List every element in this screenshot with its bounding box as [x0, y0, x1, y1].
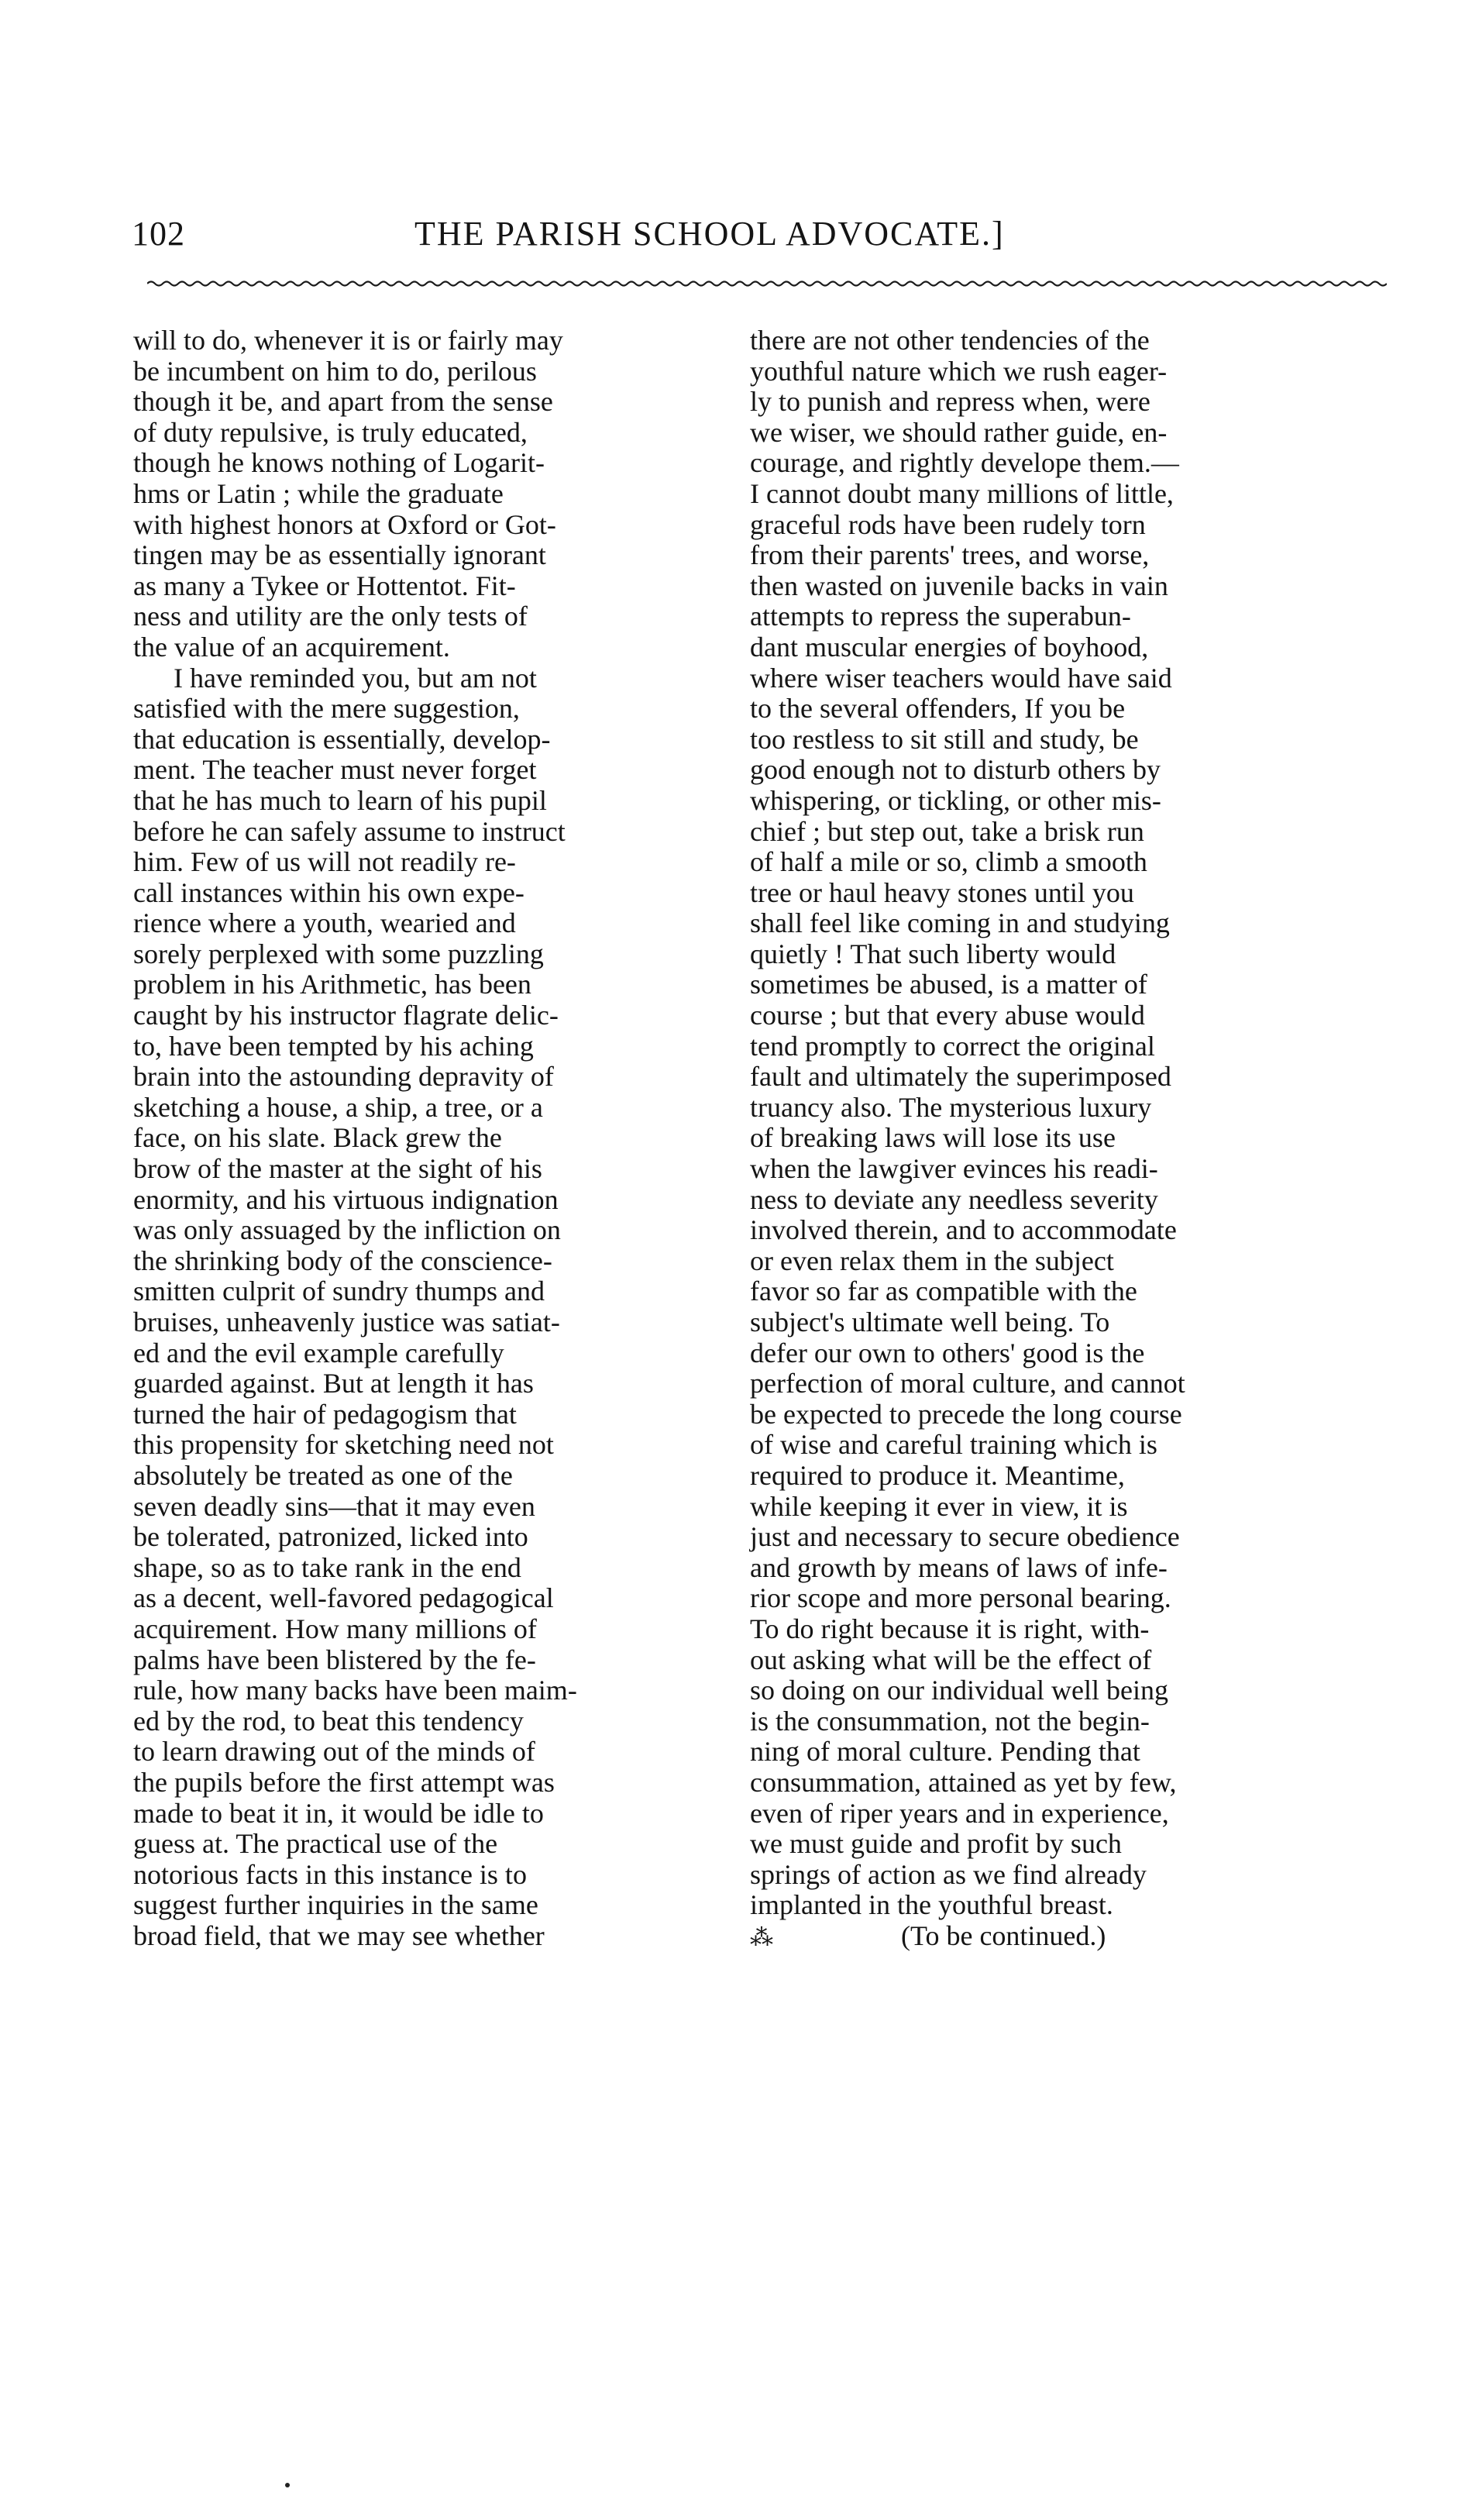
page-number: 102 — [132, 215, 185, 253]
running-title: THE PARISH SCHOOL ADVOCATE.] — [414, 215, 1005, 253]
paragraph: I have reminded you, but am not satisfied with the mere suggestion, that education is essentially, develop- ment. The teacher must never forget that he has much to learn of his pupil before he can safely assume to instruct him. Few of us will not readily re- call instances within his own expe- rience where a youth, wearied and sorely perplexed with some puzzling problem in his Arithmetic, has been caught by his instructor flagrate delic- to, have been tempted by his aching brain into the astounding depravity of sketching a house, a ship, a tree, or a face, on his slate. Black grew the brow of the master at the sight of his enormity, and his virtuous indignation was only assuaged by the infliction on the shrinking body of the conscience- smitten culprit of sundry thumps and bruises, unheavenly justice was satiat- ed and the evil example carefully guarded against. But at length it has turned the hair of pedagogism that this propensity for sketching need not absolutely be treated as one of the seven deadly sins—that it may even be tolerated, patronized, licked into shape, so as to take rank in the end as a decent, well-favored pedagogical acquirement. How many millions of palms have been blistered by the fe- rule, how many backs have been maim- ed by the rod, to beat this tendency to learn drawing out of the minds of the pupils before the first attempt was made to beat it in, it would be idle to guess at. The practical use of the notorious facts in this instance is to suggest further inquiries in the same broad field, that we may see whether — [133, 662, 577, 1951]
page-header — [132, 211, 1410, 265]
wavy-rule — [147, 275, 1387, 292]
paragraph: there are not other tendencies of the youthful nature which we rush eager- ly to punish and repress when, were we wiser, we should rather guide, en- courage, and rightly develope them.— I cannot doubt many millions of little, graceful rods have been rudely torn from their parents' trees, and worse, then wasted on juvenile backs in vain attempts to repress the superabun- dant muscular energies of boyhood, where wiser teachers would have said to the several offenders, If you be too restless to sit still and study, be good enough not to disturb others by whispering, or tickling, or other mis- chief ; but step out, take a brisk run of half a mile or so, climb a smooth tree or haul heavy stones until you shall feel like coming in and studying quietly ! That such liberty would sometimes be abused, is a matter of course ; but that every abuse would tend promptly to correct the original fault and ultimately the superimposed truancy also. The mysterious luxury of breaking laws will lose its use when the lawgiver evinces his readi- ness to deviate any needless severity involved therein, and to accommodate or even relax them in the subject favor so far as compatible with the subject's ultimate well being. To defer our own to others' good is the perfection of moral culture, and cannot be expected to precede the long course of wise and careful training which is required to produce it. Meantime, while keeping it ever in view, it is just and necessary to secure obedience and growth by means of laws of infe- rior scope and more personal bearing. To do right because it is right, with- out asking what will be the effect of so doing on our individual well being is the consummation, not the begin- ning of moral culture. Pending that consummation, attained as yet by few, even of riper years and in experience, we must guide and profit by such springs of action as we find already implanted in the youthful breast. — [750, 325, 1185, 1921]
right-column — [750, 325, 1362, 1952]
left-column — [133, 325, 745, 1951]
header-rule — [147, 275, 1387, 292]
stray-dot-icon — [285, 2483, 290, 2487]
continued-line — [750, 1921, 1362, 1952]
continued-note: (To be continued.) — [901, 1919, 1106, 1951]
paragraph: will to do, whenever it is or fairly may be incumbent on him to do, perilous though it be, and apart from the sense of duty repulsive, is truly educated, though he knows nothing of Logarit- hms or Latin ; while the graduate with highest honors at Oxford or Got- tingen may be as essentially ignorant as many a Tykee or Hottentot. Fit- ness and utility are the only tests of the value of an acquirement. — [133, 325, 563, 663]
printer-mark-icon: ⁂ — [750, 1924, 773, 1950]
